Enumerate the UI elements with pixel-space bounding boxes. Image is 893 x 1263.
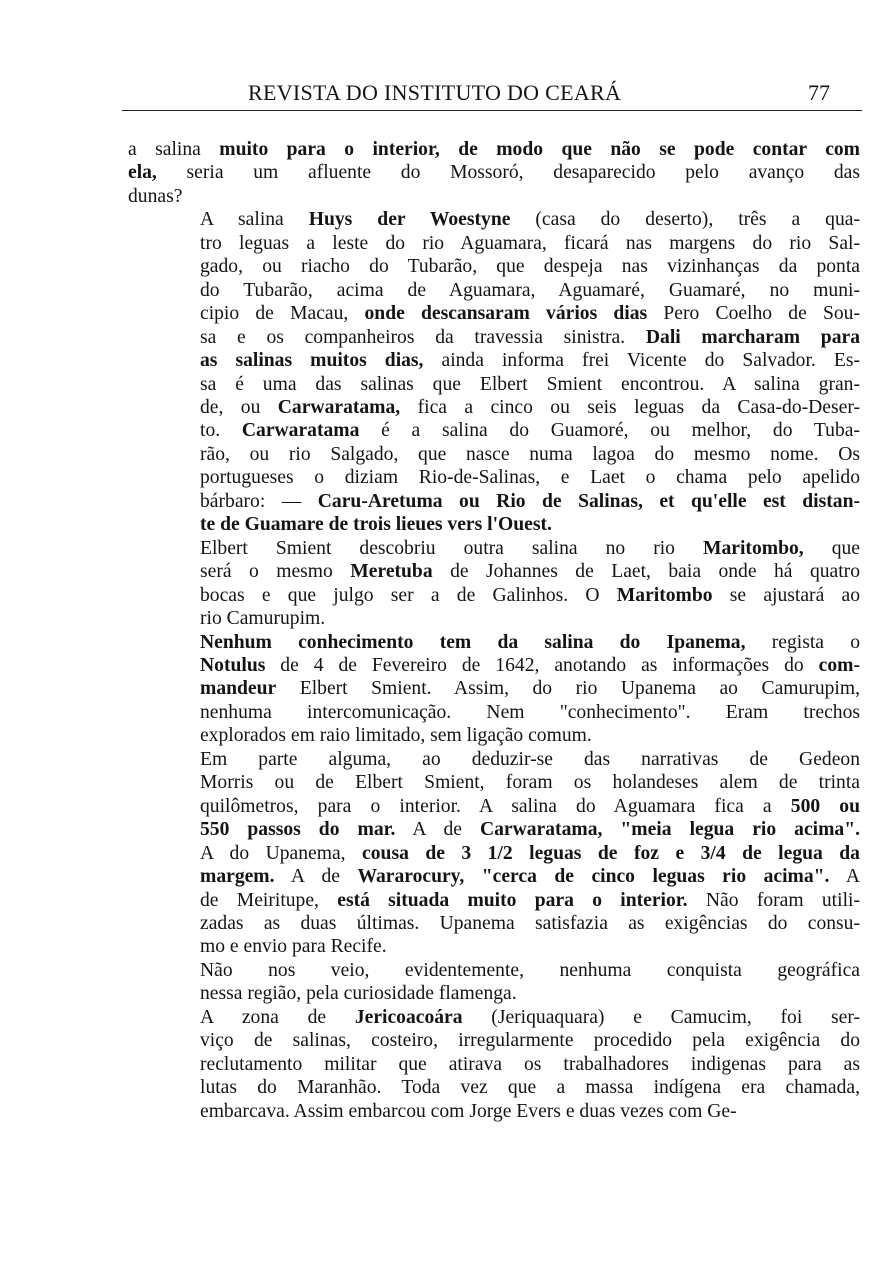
text-run: Elbert Smient descobriu outra salina no rio [200,537,703,559]
text-run: viço de salinas, costeiro, irregularmente procedido pela exigência do [200,1030,860,1052]
journal-title: REVISTA DO INSTITUTO DO CEARÁ [248,80,622,105]
bold-text: Carwaratama [241,420,360,442]
text-line [128,161,860,184]
text-line [128,396,860,419]
text-line [128,373,860,396]
text-run: a salina [128,139,220,160]
bold-text: com- [818,654,860,676]
text-run: zadas as duas últimas. Upanema satisfazia as exigências do consu- [200,912,860,934]
text-line [128,865,860,888]
text-run: cipio de Macau, [200,303,365,325]
text-run: seria um afluente do Mossoró, desaparecido pelo avanço das [156,162,860,184]
text-run: nessa região, pela curiosidade flamenga. [200,983,517,1005]
text-line [128,654,860,677]
running-header [122,80,862,110]
text-run: dunas? [128,185,183,207]
paragraph [128,748,860,959]
body-text [128,138,860,1123]
text-run: sa é uma das salinas que Elbert Smient encontrou. A salina gran- [200,373,860,395]
text-run: A [829,866,860,888]
text-run: rio Camurupim. [200,608,326,630]
text-run: ainda informa frei Vicente do Salvador. Es- [423,350,860,372]
bold-text: Notulus [200,654,266,676]
paragraph [128,631,860,748]
text-run: explorados em raio limitado, sem ligação comum. [200,725,592,747]
text-run: A de [274,866,358,888]
header-rule [122,110,862,111]
text-run: (Jeriquaquara) e Camucim, foi ser- [462,1006,860,1028]
text-run: de Meiritupe, [200,889,338,911]
bold-text: ela, [128,162,157,184]
paragraph [128,138,860,208]
text-line [128,349,860,372]
text-line [128,560,860,583]
bold-text: Nenhum conhecimento tem da salina do Ipanema, [200,631,746,653]
text-run: reclutamento militar que atirava os trabalhadores indigenas para as [200,1053,860,1075]
text-run: mo e envio para Recife. [200,936,387,958]
text-line [128,982,860,1005]
text-line [128,1006,860,1029]
text-line [128,1076,860,1099]
text-run: Não nos veio, evidentemente, nenhuma conquista geográfica [200,959,860,981]
bold-text: margem. [200,866,275,888]
bold-text: Wararocury, "cerca de cinco leguas rio acima". [357,866,830,888]
text-run: Não foram utili- [687,889,860,911]
text-run: quilômetros, para o interior. A salina do Aguamara fica a [200,795,791,817]
bold-text: as salinas muitos dias, [200,350,424,372]
paragraph [128,208,860,536]
text-line [128,443,860,466]
bold-text: 500 ou [790,795,860,817]
text-line [128,771,860,794]
bold-text: te de Guamare de trois lieues vers l'Ouest. [200,514,552,536]
bold-text: onde descansaram vários dias [364,303,648,325]
bold-text: Maritombo, [703,537,804,559]
text-run: Pero Coelho de Sou- [647,303,860,325]
text-run: é a salina do Guamoré, ou melhor, do Tuba- [359,420,860,442]
bold-text: cousa de 3 1/2 leguas de foz e 3/4 de legua da [362,842,860,864]
text-run: Morris ou de Elbert Smient, foram os holandeses alem de trinta [200,772,860,794]
bold-text: Maritombo [616,584,713,606]
text-run: Em parte alguma, ao deduzir-se das narrativas de Gedeon [200,748,860,770]
bold-text: Caru-Aretuma ou Rio de Salinas, et qu'elle est distan- [317,490,860,512]
text-line [128,279,860,302]
bold-text: mandeur [200,678,277,700]
text-run: do Tubarão, acima de Aguamara, Aguamaré, Guamaré, no muni- [200,279,860,301]
text-line [128,795,860,818]
text-line [128,818,860,841]
paragraph [128,537,860,631]
text-run: será o mesmo [200,561,351,583]
text-line [128,513,860,536]
text-run: regista o [745,631,860,653]
bold-text: está situada muito para o interior. [337,889,688,911]
page-number: 77 [808,80,830,105]
text-line [128,889,860,912]
text-line [128,701,860,724]
text-line [128,466,860,489]
text-run: bárbaro: — [200,490,318,512]
text-run: tro leguas a leste do rio Aguamara, ficará nas margens do rio Sal- [200,232,860,254]
text-line [128,1100,860,1123]
text-run: A do Upanema, [200,842,363,864]
text-line [128,677,860,700]
text-run: lutas do Maranhão. Toda vez que a massa indígena era chamada, [200,1077,860,1099]
text-line [128,138,860,161]
text-line [128,935,860,958]
text-line [128,584,860,607]
text-line [128,1029,860,1052]
text-line [128,302,860,325]
text-run: nenhuma intercomunicação. Nem "conhecimento". Eram trechos [200,701,860,723]
bold-text: muito para o interior, de modo que não se pode contar com [219,139,860,160]
text-run: de Johannes de Laet, baia onde há quatro [432,561,860,583]
text-line [128,537,860,560]
text-line [128,912,860,935]
text-run: gado, ou riacho do Tubarão, que despeja nas vizinhanças da ponta [200,256,860,278]
text-line [128,419,860,442]
text-run: to. [200,420,242,442]
bold-text: Huys der Woestyne [308,209,511,231]
text-run: bocas e que julgo ser a de Galinhos. O [200,584,617,606]
text-line [128,326,860,349]
text-line [128,1053,860,1076]
text-run: embarcava. Assim embarcou com Jorge Evers e duas vezes com Ge- [200,1100,737,1122]
text-line [128,631,860,654]
text-line [128,208,860,231]
paragraph [128,959,860,1006]
text-run: (casa do deserto), três a qua- [510,209,860,231]
text-run: portugueses o diziam Rio-de-Salinas, e Laet o chama pelo apelido [200,467,860,489]
text-line [128,842,860,865]
text-run: A zona de [200,1006,355,1028]
bold-text: 550 passos do mar. [200,819,396,841]
text-run: se ajustará ao [712,584,860,606]
bold-text: Jericoacoára [354,1006,463,1028]
text-run: fica a cinco ou seis leguas da Casa-do-Deser- [400,396,860,418]
text-run: A salina [200,209,309,231]
text-run: de 4 de Fevereiro de 1642, anotando as informações do [265,654,819,676]
bold-text: Dali marcharam para [645,326,860,348]
text-run: de, ou [200,396,278,418]
bold-text: Meretuba [350,561,433,583]
text-line [128,185,860,208]
text-run: Elbert Smient. Assim, do rio Upanema ao Camurupim, [276,678,860,700]
text-line [128,959,860,982]
text-line [128,255,860,278]
text-run: sa e os companheiros da travessia sinistra. [200,326,646,348]
paragraph [128,1006,860,1123]
bold-text: Carwaratama, [277,396,401,418]
text-line [128,724,860,747]
text-run: A de [395,819,480,841]
text-run: rão, ou rio Salgado, que nasce numa lagoa do mesmo nome. Os [200,443,860,465]
text-line [128,490,860,513]
text-run: que [803,537,860,559]
text-line [128,607,860,630]
text-line [128,748,860,771]
bold-text: Carwaratama, "meia legua rio acima". [479,819,860,841]
text-line [128,232,860,255]
